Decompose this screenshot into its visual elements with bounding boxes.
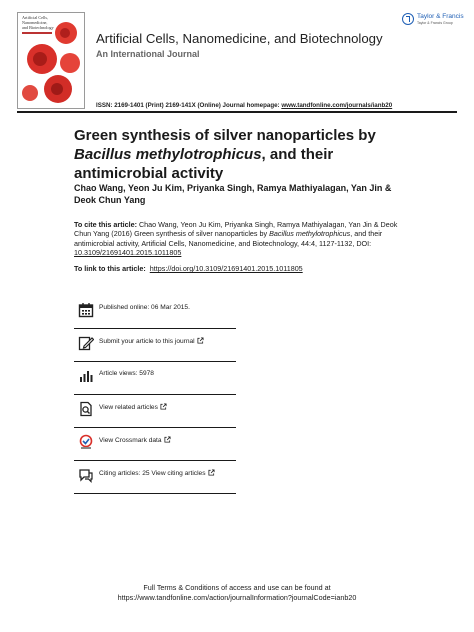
submit-article-link[interactable]: Submit your article to this journal [99, 337, 204, 345]
view-crossmark-link[interactable]: View Crossmark data [99, 436, 171, 444]
citing-articles-icon [78, 467, 94, 483]
view-related-link[interactable]: View related articles [99, 403, 167, 411]
terms-footer [60, 583, 414, 603]
article-url-link[interactable]: https://doi.org/10.3109/21691401.2015.1011805 [149, 264, 303, 273]
article-views: Article views: 5978 [99, 370, 154, 377]
article-info-list [74, 296, 236, 494]
published-row [74, 296, 236, 329]
header-divider [17, 111, 457, 113]
issn-text: ISSN: 2169-1401 (Print) 2169-141X (Online) Journal homepage: [96, 102, 282, 109]
terms-text: Full Terms & Conditions of access and use can be found at [143, 583, 331, 592]
external-link-icon [197, 337, 204, 344]
edit-icon [78, 335, 94, 351]
publisher-logo[interactable] [402, 12, 462, 36]
published-date: Published online: 06 Mar 2015. [99, 304, 190, 311]
doi-link[interactable]: 10.3109/21691401.2015.1011805 [74, 248, 182, 258]
views-row [74, 362, 236, 395]
journal-cover-image[interactable] [17, 12, 85, 109]
crossmark-icon [78, 434, 94, 450]
article-title: Green synthesis of silver nanoparticles by Bacillus methylotrophicus, and their antimicrobial activity [74, 127, 376, 182]
related-articles-icon [78, 401, 94, 417]
citing-articles-link[interactable]: Citing articles: 25 View citing articles [99, 469, 215, 477]
journal-subtitle: An International Journal [96, 49, 200, 59]
cover-accent-bar [22, 32, 52, 34]
bar-chart-icon [78, 368, 94, 384]
crossmark-row[interactable] [74, 428, 236, 461]
external-link-icon [160, 403, 167, 410]
submit-row[interactable] [74, 329, 236, 362]
citing-row[interactable] [74, 461, 236, 494]
journal-homepage-link[interactable]: www.tandfonline.com/journals/ianb20 [281, 102, 393, 109]
citation-block: To cite this article: Chao Wang, Yeon Ju Kim, Priyanka Singh, Ramya Mathiyalagan, Yan Jin & Deok Chun Yang (2016) Green synthesis of silver nanoparticles by Bacillus methylotrophicus, and their antimicrobial activity, Artificial Cells, Nanomedicine, and Biotechnology, 44:4, 1127-1132, DOI: 10.3109/21691401.2015.1011805 [74, 220, 398, 258]
article-authors: Chao Wang, Yeon Ju Kim, Priyanka Singh, Ramya Mathiyalagan, Yan Jin & Deok Chun Yang [74, 183, 392, 205]
link-label: To link to this article: [74, 264, 146, 273]
publisher-name: Taylor & Francis [417, 13, 464, 20]
related-row[interactable] [74, 395, 236, 428]
article-link-line [74, 264, 404, 273]
citation-label: To cite this article: [74, 220, 137, 229]
external-link-icon [164, 436, 171, 443]
issn-line [96, 102, 392, 109]
publisher-tagline: Taylor & Francis Group [417, 21, 453, 25]
journal-title: Artificial Cells, Nanomedicine, and Biotechnology [96, 31, 383, 46]
calendar-icon [78, 302, 94, 318]
external-link-icon [208, 469, 215, 476]
species-name: Bacillus methylotrophicus [74, 146, 262, 163]
terms-url-link[interactable]: https://www.tandfonline.com/action/journalInformation?journalCode=ianb20 [117, 593, 357, 602]
taylor-francis-icon [402, 13, 414, 25]
cover-title: Artificial Cells, Nanomedicine, and Biotechnology [22, 15, 54, 30]
